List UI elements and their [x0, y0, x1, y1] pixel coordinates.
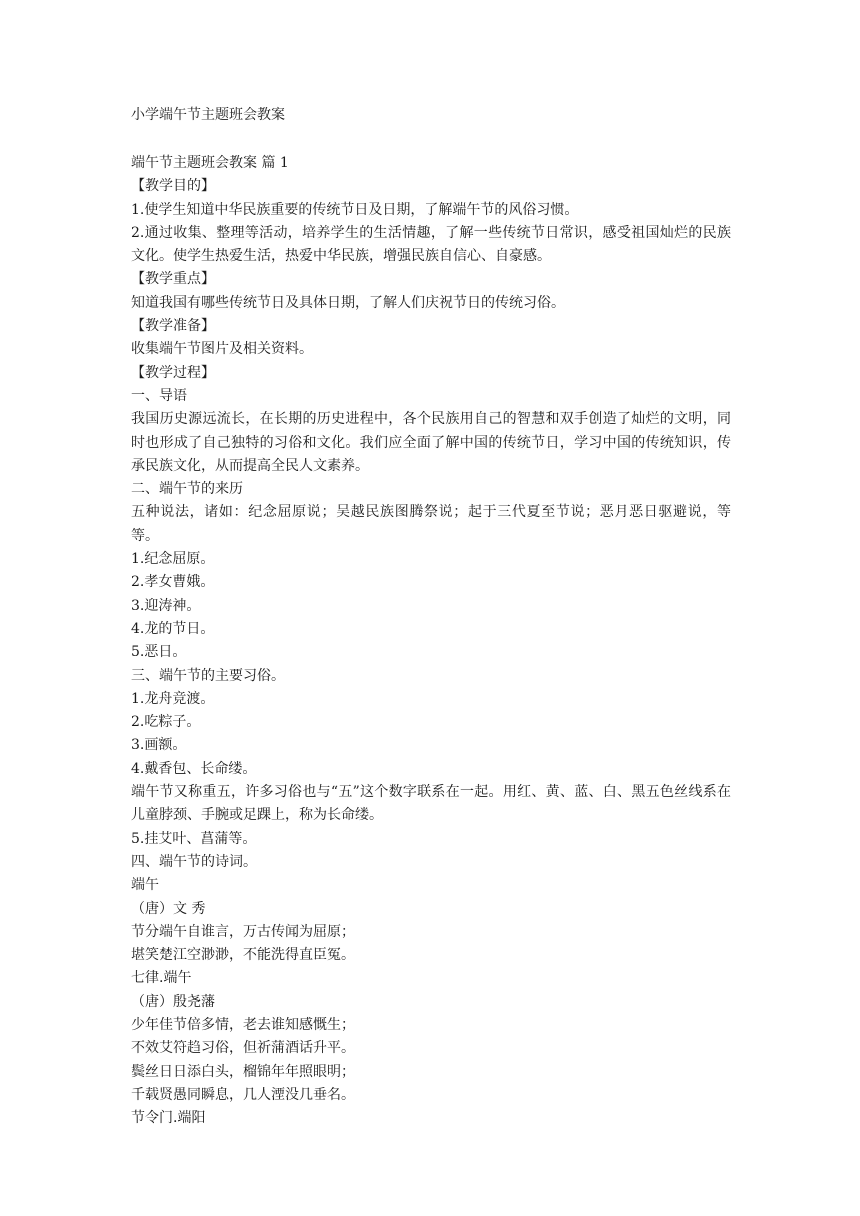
text-line: 1.纪念屈原。 [131, 551, 215, 568]
text-line: 2.吃粽子。 [131, 714, 201, 731]
text-line: 四、端午节的诗词。 [131, 853, 257, 870]
text-line: 七律.端午 [131, 970, 192, 987]
text-line: 千载贤愚同瞬息，几人湮没几垂名。 [131, 1086, 355, 1103]
text-line: 1.龙舟竞渡。 [131, 690, 215, 707]
text-line: 端午节主题班会教案 篇 1 [131, 155, 289, 171]
text-line: （唐）文 秀 [131, 900, 206, 917]
document-page [131, 104, 731, 1130]
text-line: 鬓丝日日添白头，榴锦年年照眼明； [131, 1063, 355, 1080]
paragraph: 端午节又称重五，许多习俗也与“五”这个数字联系在一起。用红、黄、蓝、白、黑五色丝线系在儿童脖颈、手腕或足踝上，称为长命缕。 [131, 784, 731, 824]
text-line: 【教学准备】 [131, 318, 215, 335]
text-line: 节分端午自谁言，万古传闻为屈原； [131, 923, 355, 940]
text-line: 知道我国有哪些传统节日及具体日期，了解人们庆祝节日的传统习俗。 [131, 294, 565, 311]
paragraph: 我国历史源远流长，在长期的历史进程中，各个民族用自己的智慧和双手创造了灿烂的文明，同时也形成了自己独特的习俗和文化。我们应全面了解中国的传统节日，学习中国的传统知识，传承民族文化，从而提高全民人文素养。 [131, 411, 731, 474]
text-line: 1.使学生知道中华民族重要的传统节日及日期，了解端午节的风俗习惯。 [131, 201, 579, 218]
text-line: 一、导语 [131, 387, 187, 404]
text-line: 5.挂艾叶、菖蒲等。 [131, 830, 257, 847]
text-line: 收集端午节图片及相关资料。 [131, 341, 313, 358]
text-line: 端午 [131, 877, 159, 894]
text-line: 【教学目的】 [131, 178, 215, 195]
text-line: 4.龙的节日。 [131, 620, 215, 637]
text-line: 4.戴香包、长命缕。 [131, 760, 257, 777]
text-line: 堪笑楚江空渺渺，不能洗得直臣冤。 [131, 947, 355, 964]
paragraph: 五种说法，诸如：纪念屈原说；吴越民族图腾祭说；起于三代夏至节说；恶月恶日驱避说，等等。 [131, 504, 731, 544]
text-line: 不效艾符趋习俗，但祈蒲酒话升平。 [131, 1040, 355, 1057]
text-line: 3.迎涛神。 [131, 597, 201, 614]
text-line: 三、端午节的主要习俗。 [131, 667, 285, 684]
text-line: 二、端午节的来历 [131, 481, 243, 498]
text-line: 5.恶日。 [131, 644, 187, 661]
paragraph: 2.通过收集、整理等活动，培养学生的生活情趣，了解一些传统节日常识，感受祖国灿烂的民族文化。使学生热爱生活，热爱中华民族，增强民族自信心、自豪感。 [131, 224, 731, 265]
text-line: 3.画额。 [131, 737, 187, 754]
text-line: 【教学过程】 [131, 364, 215, 381]
document-body [131, 152, 731, 1130]
text-line: 节令门.端阳 [131, 1110, 206, 1127]
text-line: 【教学重点】 [131, 271, 215, 288]
text-line: 少年佳节倍多情，老去谁知感慨生； [131, 1016, 355, 1033]
text-line: （唐）殷尧藩 [131, 993, 215, 1010]
document-title: 小学端午节主题班会教案 [131, 107, 285, 123]
text-line: 2.孝女曹娥。 [131, 574, 215, 591]
